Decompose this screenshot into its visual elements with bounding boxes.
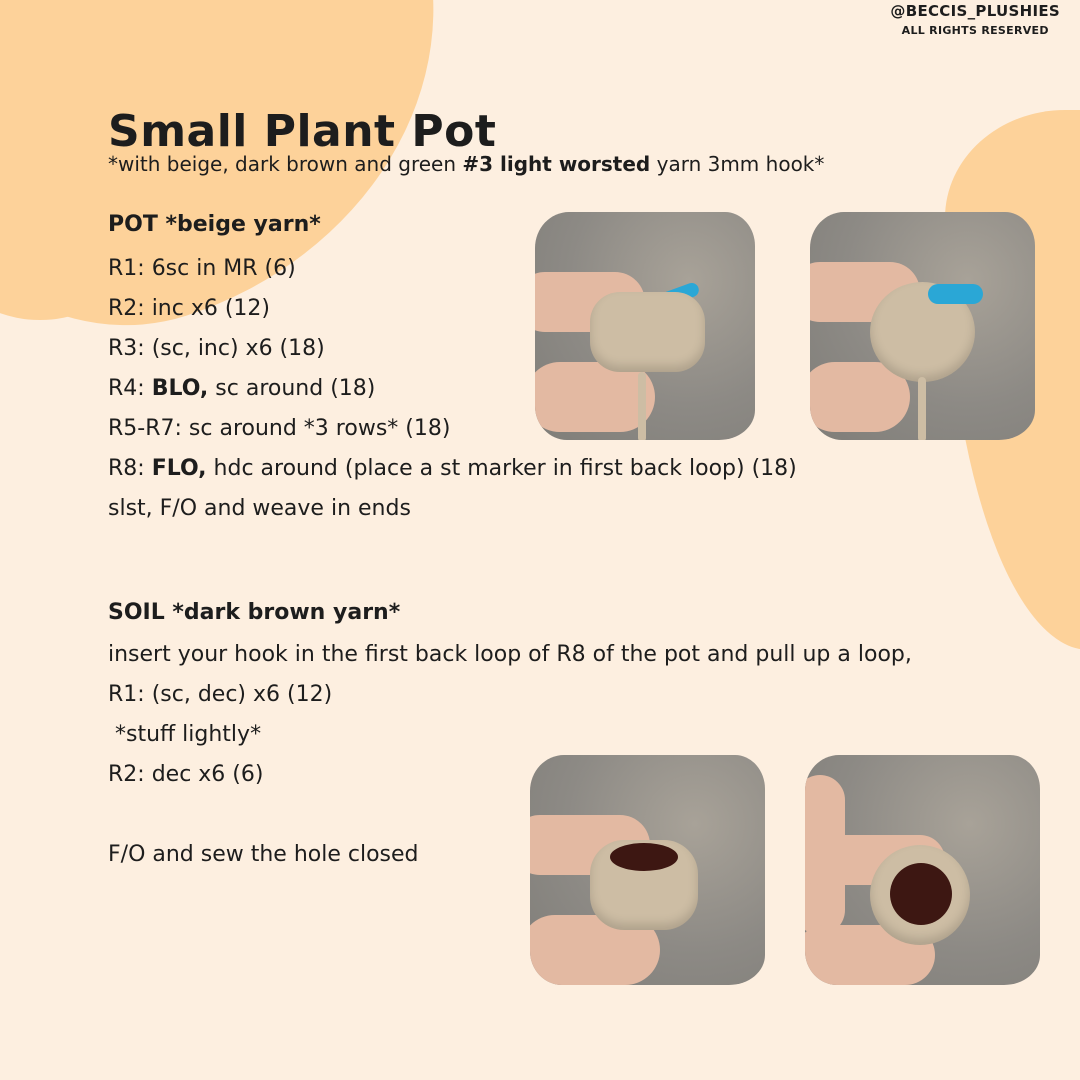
pot-row: slst, F/O and weave in ends bbox=[108, 496, 411, 521]
yarn-tail bbox=[638, 372, 646, 440]
rights-notice: ALL RIGHTS RESERVED bbox=[901, 24, 1049, 37]
page-subtitle bbox=[108, 152, 824, 176]
subtitle-yarn-weight: #3 light worsted bbox=[462, 152, 651, 176]
soil-line: *stuff lightly* bbox=[108, 722, 262, 747]
subtitle-text-end: yarn 3mm hook* bbox=[650, 152, 825, 176]
subtitle-text: *with beige, dark brown and green bbox=[108, 152, 463, 176]
crochet-pot bbox=[590, 292, 705, 372]
soil-line: R2: dec x6 (6) bbox=[108, 762, 264, 787]
photo-pot-top bbox=[810, 212, 1035, 440]
pot-row: R1: 6sc in MR (6) bbox=[108, 256, 296, 281]
soil-line: insert your hook in the first back loop of R8 of the pot and pull up a loop, bbox=[108, 642, 912, 667]
watermark bbox=[890, 2, 1060, 37]
stitch-marker-icon bbox=[928, 284, 983, 304]
crochet-soil bbox=[610, 843, 678, 871]
yarn-tail bbox=[918, 377, 926, 440]
pot-heading: POT *beige yarn* bbox=[108, 212, 321, 237]
photo-soil-side bbox=[530, 755, 765, 985]
soil-heading: SOIL *dark brown yarn* bbox=[108, 600, 401, 625]
pot-row: R5-R7: sc around *3 rows* (18) bbox=[108, 416, 451, 441]
soil-line: R1: (sc, dec) x6 (12) bbox=[108, 682, 333, 707]
pot-row: R3: (sc, inc) x6 (18) bbox=[108, 336, 325, 361]
pot-row: R4: BLO, sc around (18) bbox=[108, 376, 376, 401]
soil-line: F/O and sew the hole closed bbox=[108, 842, 419, 867]
photo-pot-side bbox=[535, 212, 755, 440]
crochet-soil bbox=[890, 863, 952, 925]
page-title: Small Plant Pot bbox=[108, 106, 497, 157]
pot-row: R2: inc x6 (12) bbox=[108, 296, 271, 321]
author-handle: @BECCIS_PLUSHIES bbox=[890, 2, 1060, 20]
photo-soil-top bbox=[805, 755, 1040, 985]
pot-row: R8: FLO, hdc around (place a st marker in first back loop) (18) bbox=[108, 456, 797, 481]
hand-thumb bbox=[535, 362, 655, 432]
